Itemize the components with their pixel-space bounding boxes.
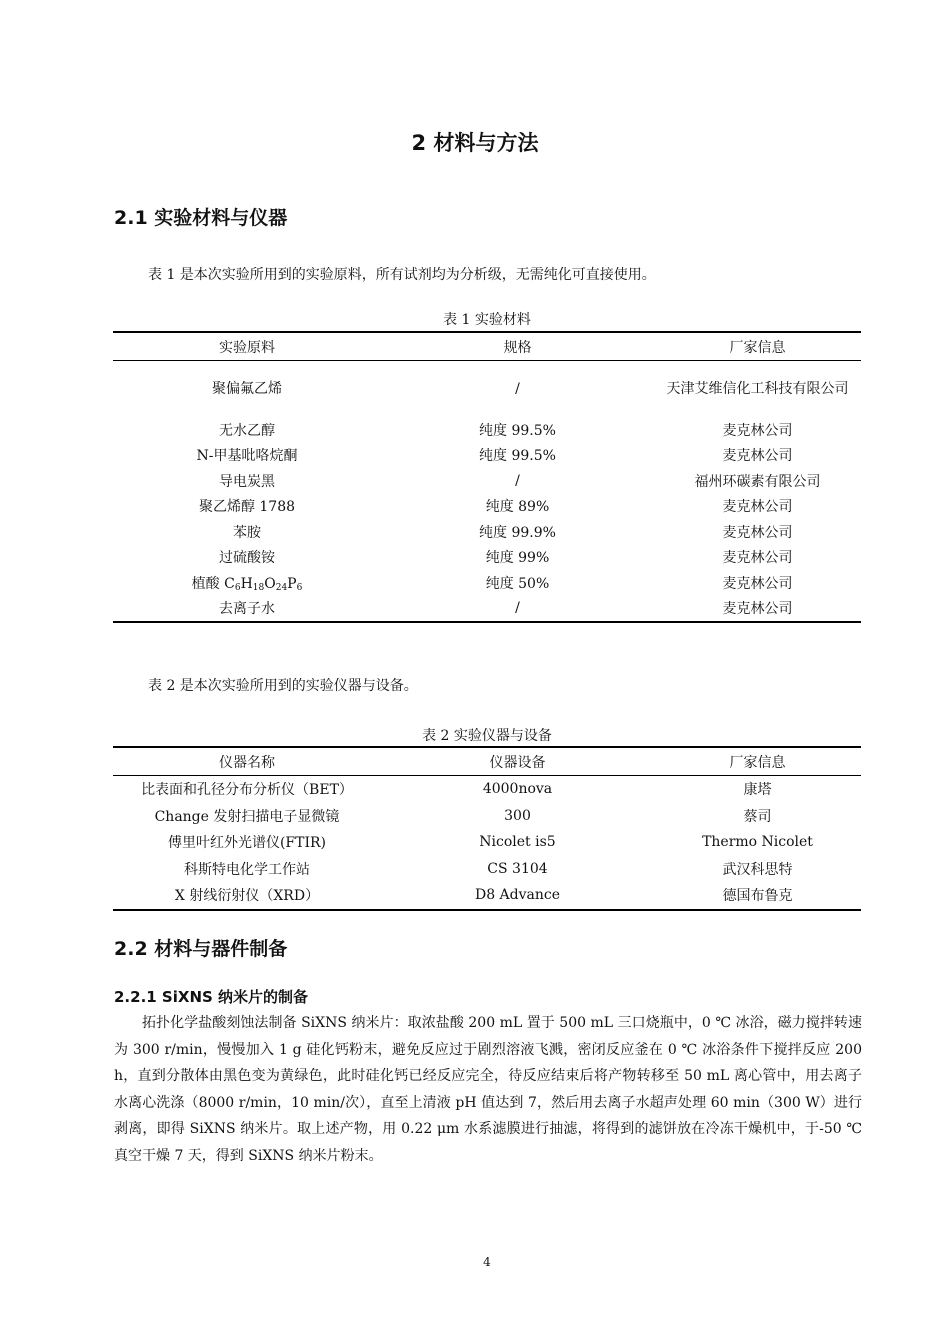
cell-model: Nicolet is5 <box>479 834 556 851</box>
table-row <box>113 596 861 623</box>
header-model: 仪器设备 <box>381 747 654 776</box>
instruments-table <box>113 746 861 911</box>
cell-instrument: 比表面和孔径分布分析仪（BET） <box>141 782 353 799</box>
table-row <box>113 519 861 545</box>
cell-maker: 福州环碳素有限公司 <box>694 473 821 490</box>
cell-instrument: 傅里叶红外光谱仪(FTIR) <box>167 835 327 852</box>
cell-material-formula: 植酸 $C_6H_{18}O_{24}P_6$ <box>191 575 303 593</box>
cell-material: 导电炭黑 <box>219 473 275 490</box>
table-row <box>113 468 861 494</box>
cell-model: D8 Advance <box>381 882 654 910</box>
cell-spec: 纯度 50% <box>485 575 550 592</box>
cell-instrument: Change 发射扫描电子显微镜 <box>154 808 340 825</box>
cell-maker: 德国布鲁克 <box>654 882 861 910</box>
table-row <box>113 856 861 883</box>
cell-maker <box>654 361 861 418</box>
table1-caption: 表 1 实验材料 <box>443 312 531 328</box>
section-2-2-heading: 2.2 材料与器件制备 <box>114 938 288 960</box>
cell-material: 苯胺 <box>233 524 261 541</box>
table-header-row <box>113 747 861 776</box>
table-row <box>113 361 861 418</box>
cell-material: 去离子水 <box>113 596 381 623</box>
page-number: 4 <box>483 1255 491 1269</box>
cell-maker: 麦克林公司 <box>722 448 793 465</box>
cell-instrument: X 射线衍射仪（XRD） <box>113 882 381 910</box>
cell-spec: 纯度 99.9% <box>479 524 556 541</box>
cell-spec: 纯度 89% <box>485 499 550 516</box>
table-row <box>113 494 861 520</box>
body-paragraph: 拓扑化学盐酸刻蚀法制备 SiXNS 纳米片：取浓盐酸 200 mL 置于 500 mL 三口烧瓶中，0 ℃ 冰浴，磁力搅拌转速为 300 r/min，慢慢加入 1 g 硅化钙粉末，避免反应过于剧烈溶液飞溅，密闭反应釜在 0 ℃ 冰浴条件下搅拌反应 200 h，直到分散体由黑色变为黄绿色，此时硅化钙已经反应完全，待反应结束后将产物转移至 50 mL 离心管中，用去离子水离心洗涤（8000 r/min，10 min/次），直至上清液 pH 值达到 7，然后用去离子水超声处理 60 min（300 W）进行剥离，即得 SiXNS 纳米片。取上述产物，用 0.22 μm 水系滤膜进行抽滤，将得到的滤饼放在冷冻干燥机中，于-50 ℃真空干燥 7 天，得到 SiXNS 纳米片粉末。 <box>114 1015 862 1164</box>
cell-material: 过硫酸铵 <box>219 550 275 567</box>
cell-material: 无水乙醇 <box>219 422 275 439</box>
cell-maker: Thermo Nicolet <box>702 834 813 851</box>
cell-maker: 麦克林公司 <box>722 524 793 541</box>
cell-spec: / <box>515 472 520 489</box>
cell-material: 聚乙烯醇 1788 <box>198 499 296 516</box>
cell-spec: 纯度 99% <box>485 550 550 567</box>
cell-maker: 麦克林公司 <box>722 575 793 592</box>
table-row <box>113 882 861 910</box>
cell-model: 4000nova <box>482 781 553 798</box>
cell-material: N-甲基吡咯烷酮 <box>196 448 298 465</box>
table2-intro-paragraph: 表 2 是本次实验所用到的实验仪器与设备。 <box>148 678 418 694</box>
table-row <box>113 545 861 571</box>
cell-spec: 纯度 99.5% <box>479 448 556 465</box>
subsection-2-2-1-heading: 2.2.1 SiXNS 纳米片的制备 <box>114 988 309 1006</box>
table-row <box>113 443 861 469</box>
cell-maker: 蔡司 <box>743 808 772 825</box>
section-2-1-heading: 2.1 实验材料与仪器 <box>114 207 288 229</box>
cell-maker: 武汉科思特 <box>722 861 793 878</box>
table1-intro-paragraph: 表 1 是本次实验所用到的实验原料，所有试剂均为分析级，无需纯化可直接使用。 <box>148 267 656 283</box>
header-instrument: 仪器名称 <box>113 747 381 776</box>
maker-text: 天津艾维信化工科技有限公司 <box>666 381 849 397</box>
cell-maker: 康塔 <box>743 782 772 799</box>
table-row <box>113 570 861 596</box>
header-maker: 厂家信息 <box>654 747 861 776</box>
cell-maker: 麦克林公司 <box>654 596 861 623</box>
table-row <box>113 803 861 830</box>
cell-spec: 纯度 99.5% <box>479 422 556 439</box>
cell-maker: 麦克林公司 <box>722 499 793 516</box>
header-maker: 厂家信息 <box>654 332 861 361</box>
materials-table <box>113 331 861 623</box>
cell-instrument: 科斯特电化学工作站 <box>184 861 310 878</box>
cell-maker: 麦克林公司 <box>722 422 793 439</box>
cell-model: 300 <box>504 807 531 824</box>
cell-spec: / <box>515 381 520 397</box>
cell-maker: 麦克林公司 <box>722 550 793 567</box>
header-spec: 规格 <box>381 332 654 361</box>
cell-spec: / <box>381 596 654 623</box>
cell-material: 聚偏氟乙烯 <box>212 381 282 397</box>
header-material: 实验原料 <box>113 332 381 361</box>
chapter-heading: 2 材料与方法 <box>411 131 539 155</box>
table-row <box>113 776 861 803</box>
table-row <box>113 829 861 856</box>
table-row <box>113 417 861 443</box>
table2-caption: 表 2 实验仪器与设备 <box>422 728 552 744</box>
cell-model: CS 3104 <box>487 860 548 877</box>
table-header-row <box>113 332 861 361</box>
